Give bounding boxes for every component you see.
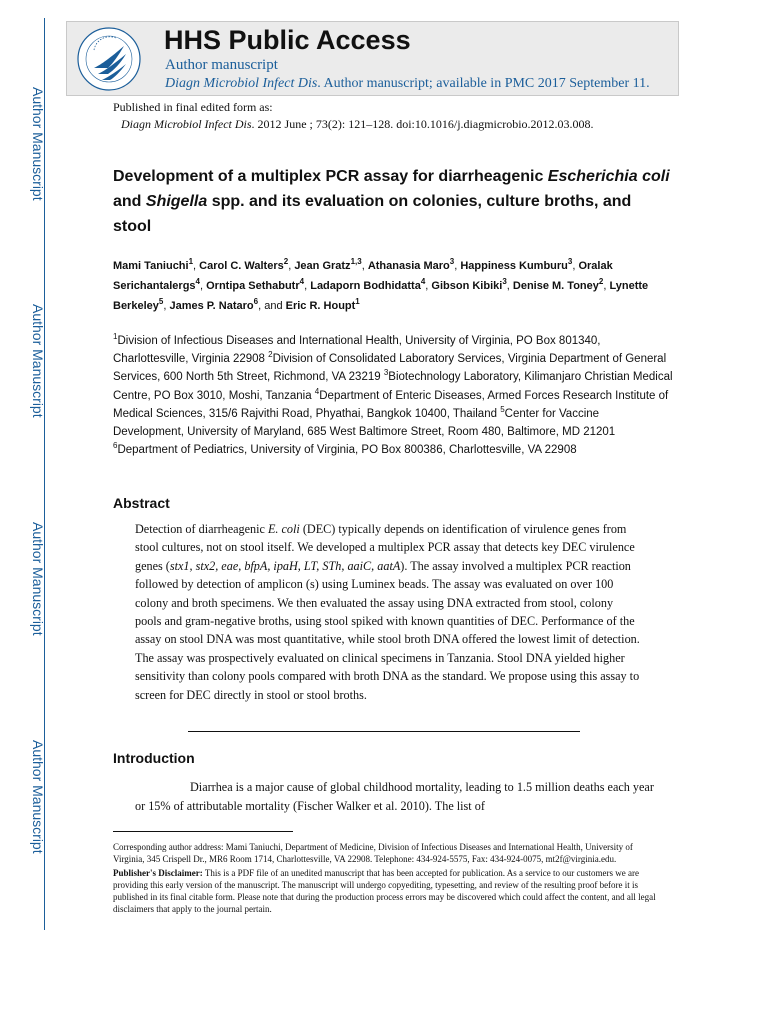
author-name: James P. Nataro [169, 300, 254, 312]
author-name: Oralak Serichantalergs [113, 260, 613, 292]
author-affiliation-mark: 3 [449, 257, 455, 266]
affiliation-number: 2 [268, 350, 273, 360]
side-label-author-manuscript: Author Manuscript [30, 304, 46, 418]
author-affiliation-mark: 4 [299, 277, 305, 286]
affiliation-number: 1 [113, 332, 118, 341]
abstract-text: Detection of diarrheagenic [135, 522, 268, 536]
author-name: Ladaporn Bodhidatta [310, 280, 421, 292]
author-name: Jean Gratz [294, 260, 351, 272]
author-affiliation-mark: 2 [283, 257, 289, 266]
author-affiliation-mark: 1 [355, 297, 360, 306]
author-separator: , [288, 260, 295, 272]
disclaimer-label: Publisher's Disclaimer: [113, 868, 203, 879]
side-label-author-manuscript: Author Manuscript [30, 740, 46, 854]
author-separator: , [200, 280, 207, 292]
author-name: Happiness Kumburu [460, 260, 568, 272]
author-separator: , and [258, 300, 286, 312]
abstract-heading: Abstract [113, 495, 170, 511]
author-separator: , [425, 280, 432, 292]
affiliation-text: Department of Pediatrics, University of Virginia, PO Box 800386, Charlottesville, VA 22908 [117, 444, 577, 457]
author-affiliation-mark: 1,3 [350, 257, 362, 266]
hhs-public-access-title: HHS Public Access [164, 25, 411, 55]
author-name: Eric R. Houpt [285, 300, 356, 312]
title-text: spp. and its evaluation on colonies, culture broths, and stool [113, 193, 632, 235]
author-affiliation-mark: 4 [420, 277, 426, 286]
affiliation-text: Division of Consolidated Laboratory Services, Virginia Department of General Services, 600 North 5th Street, Richmond, VA 23219 [113, 353, 667, 384]
author-separator: , [304, 280, 311, 292]
author-name: Mami Taniuchi [113, 260, 189, 272]
title-text: Development of a multiplex PCR assay for diarrheagenic [113, 168, 548, 185]
author-affiliation-mark: 2 [598, 277, 604, 286]
citation-line [121, 117, 594, 132]
author-separator: , [506, 280, 513, 292]
abstract-text: (DEC) typically depends on identification of virulence genes from stool cultures, not on stool itself. We developed a multiplex PCR assay that detects key DEC virulence genes ( [135, 522, 635, 573]
author-affiliation-mark: 1 [188, 257, 194, 266]
affiliation-number: 4 [314, 386, 320, 396]
author-list [113, 256, 673, 316]
author-name: Denise M. Toney [512, 280, 599, 292]
author-affiliation-mark: 5 [158, 297, 164, 306]
affiliation-text: Biotechnology Laboratory, Kilimanjaro Christian Medical Centre, PO Box 3010, Moshi, Tanzania [113, 371, 673, 402]
hhs-eagle-logo-icon [74, 24, 144, 94]
author-separator: , [454, 260, 461, 272]
abstract-body [135, 520, 640, 704]
affiliation-text: Center for Vaccine Development, University of Maryland, 685 West Baltimore Street, Room 480, Baltimore, MD 21201 [113, 407, 616, 439]
author-name: Orntipa Sethabutr [206, 280, 300, 292]
author-name: Gibson Kibiki [431, 280, 503, 292]
corresponding-author-note: Corresponding author address: Mami Taniuchi, Department of Medicine, Division of Infectious Diseases and International Health, University of Virginia, 345 Crispell Dr., MR6 Room 1714, Charlottesville, VA 22908. Telephone: 434-924-5575, Fax: 434-924-0075, mt2f@virginia.edu. [113, 842, 633, 864]
title-species-ecoli: Escherichia coli [547, 168, 670, 185]
introduction-heading: Introduction [113, 750, 195, 766]
author-manuscript-label: Author manuscript [165, 57, 278, 73]
abstract-gene-list: stx1, stx2, eae, bfpA, ipaH, LT, STh, aaiC, aatA [169, 558, 401, 573]
affiliation-text: Department of Enteric Diseases, Armed Forces Research Institute of Medical Sciences, 315/6 Rajvithi Road, Phyathai, Bangkok 10400, Thailand [113, 389, 669, 420]
journal-availability-line [165, 76, 650, 92]
author-name: Lynette Berkeley [113, 280, 649, 312]
title-text: and [113, 193, 146, 210]
author-separator: , [193, 260, 200, 272]
affiliation-number: 5 [500, 404, 505, 414]
introduction-body: Diarrhea is a major cause of global childhood mortality, leading to 1.5 million deaths each year or 15% of attributable mortality (Fischer Walker et al. 2010). The list of [135, 780, 654, 813]
abstract-species: E. coli [267, 522, 300, 536]
author-affiliation-mark: 4 [195, 277, 200, 286]
author-separator: , [603, 280, 610, 292]
published-label: Published in final edited form as: [113, 100, 273, 114]
citation-journal: Diagn Microbiol Infect Dis [121, 117, 252, 131]
citation-details: . 2012 June ; 73(2): 121–128. doi:10.1016/j.diagmicrobio.2012.03.008. [251, 117, 594, 131]
affiliation-number: 3 [383, 368, 389, 378]
affiliations [113, 332, 673, 459]
publisher-disclaimer [113, 868, 658, 915]
author-separator: , [572, 260, 579, 272]
affiliation-text: Division of Infectious Diseases and International Health, University of Virginia, PO Box 801340, Charlottesville, Virginia 22908 [113, 335, 601, 366]
author-affiliation-mark: 3 [502, 277, 507, 286]
author-affiliation-mark: 6 [253, 297, 259, 306]
footnote-rule [113, 831, 293, 832]
abstract-text: ). The assay involved a multiplex PCR reaction followed by detection of amplicon (s) using Luminex beads. The assay was evaluated on over 100 colony and broth specimens. We then evaluated the assay using DNA extracted from stool, colony pools and gram-negative broths, using stool spiked with known quantities of DEC. Performance of the assay on stool DNA was most quantitative, while stool broth DNA offered the lowest limit of detection. The assay was prospectively evaluated on clinical specimens in Tanzania. Stool DNA yielded higher sensitivity than colony pools compared with broth DNA as the standard. We propose using this assay to screen for DEC directly in stool or stool broths. [135, 558, 640, 702]
footnotes [113, 842, 658, 918]
author-separator: , [163, 300, 170, 312]
article-title [113, 164, 673, 239]
author-affiliation-mark: 3 [567, 257, 573, 266]
author-name: Carol C. Walters [199, 260, 284, 272]
journal-abbrev: Diagn Microbiol Infect Dis [165, 76, 318, 91]
author-name: Athanasia Maro [367, 260, 450, 272]
title-species-shigella: Shigella [145, 193, 208, 210]
disclaimer-text: This is a PDF file of an unedited manuscript that has been accepted for publication. As a service to our customers we are providing this early version of the manuscript. The manuscript will undergo copyediting, typesetting, and review of the resulting proof before it is published in its final citable form. Please note that during the production process errors may be discovered which could affect the content, and all legal disclaimers that apply to the journal pertain. [113, 868, 656, 914]
side-label-author-manuscript: Author Manuscript [30, 87, 46, 201]
affiliation-number: 6 [113, 441, 118, 451]
availability-text: . Author manuscript; available in PMC 2017 September 11. [317, 76, 650, 91]
author-separator: , [361, 260, 368, 272]
side-label-author-manuscript: Author Manuscript [30, 522, 46, 636]
section-divider [188, 731, 580, 732]
